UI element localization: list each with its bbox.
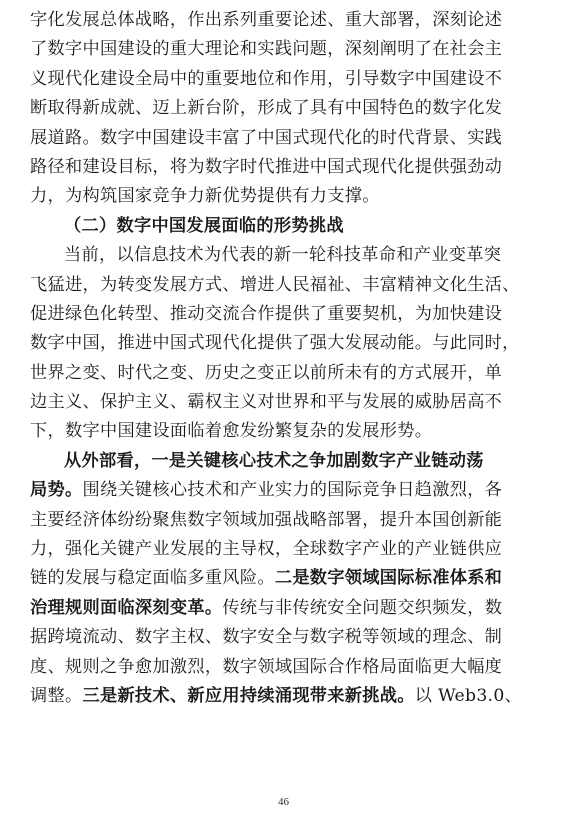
text-segment: 度、规则之争愈加激烈，数字领域国际合作格局面临更大幅度 [30,656,503,677]
text-segment: 传统与非传统安全问题交织频发，数 [222,597,503,618]
text-line [30,94,542,123]
text-segment: 边主义、保护主义、霸权主义对世界和平与发展的威胁居高不 [30,392,503,413]
text-segment: 了数字中国建设的重大理论和实践问题，深刻阐明了在社会主 [30,39,503,60]
text-line [30,623,542,652]
text-line [30,476,542,505]
text-line [30,329,542,358]
text-segment: 路径和建设目标，将为数字时代推进中国式现代化提供强劲动 [30,156,503,177]
text-segment: 数字中国，推进中国式现代化提供了强大发展动能。与此同时， [30,333,520,354]
section-heading [30,212,542,241]
bold-segment: 三是新技术、新应用持续涌现带来新挑战。 [82,685,415,706]
bold-segment: 局势。 [30,480,83,501]
text-line [30,682,542,711]
text-line [30,241,542,270]
heading-text: （二）数字中国发展面临的形势挑战 [64,215,344,236]
text-line [30,594,542,623]
page-number: 46 [278,796,289,808]
text-segment: 断取得新成就、迈上新台阶，形成了具有中国特色的数字化发 [30,98,503,119]
text-line [30,6,542,35]
text-line [30,271,542,300]
text-line [30,564,542,593]
text-segment: 当前，以信息技术为代表的新一轮科技革命和产业变革突 [64,245,502,266]
body-text [30,6,542,711]
text-line [30,124,542,153]
text-segment: 主要经济体纷纷聚焦数字领域加强战略部署，提升本国创新能 [30,509,503,530]
text-line [30,182,542,211]
text-line [30,506,542,535]
text-segment: 世界之变、时代之变、历史之变正以前所未有的方式展开，单 [30,362,503,383]
text-line [30,359,542,388]
text-segment: 力，强化关键产业发展的主导权，全球数字产业的产业链供应 [30,539,503,560]
text-line [30,65,542,94]
text-segment: 展道路。数字中国建设丰富了中国式现代化的时代背景、实践 [30,127,503,148]
bold-segment: 从外部看，一是关键核心技术之争加剧数字产业链动荡 [64,450,484,471]
text-segment: 下，数字中国建设面临着愈发纷繁复杂的发展形势。 [30,421,433,442]
text-segment: 调整。 [30,685,83,706]
text-segment: 促进绿色化转型、推动交流合作提供了重要契机，为加快建设 [30,303,503,324]
text-segment: 链的发展与稳定面临多重风险。 [30,568,275,589]
text-line [30,447,542,476]
bold-segment: 二是数字领域国际标准体系和 [274,568,503,589]
text-segment: 围绕关键核心技术和产业实力的国际竞争日趋激烈，各 [82,480,503,501]
text-line [30,388,542,417]
text-line [30,417,542,446]
bold-segment: 治理规则面临深刻变革。 [30,597,223,618]
text-segment: 以 Web3.0、 [414,685,523,706]
text-segment: 飞猛进，为转变发展方式、增进人民福祉、丰富精神文化生活、 [30,274,520,295]
text-line [30,535,542,564]
text-line [30,153,542,182]
text-segment: 力，为构筑国家竞争力新优势提供有力支撑。 [30,186,380,207]
text-line [30,653,542,682]
text-segment: 据跨境流动、数字主权、数字安全与数字税等领域的理念、制 [30,627,503,648]
text-segment: 字化发展总体战略，作出系列重要论述、重大部署，深刻论述 [30,10,503,30]
text-segment: 义现代化建设全局中的重要地位和作用，引导数字中国建设不 [30,68,503,89]
text-line [30,35,542,64]
text-line [30,300,542,329]
